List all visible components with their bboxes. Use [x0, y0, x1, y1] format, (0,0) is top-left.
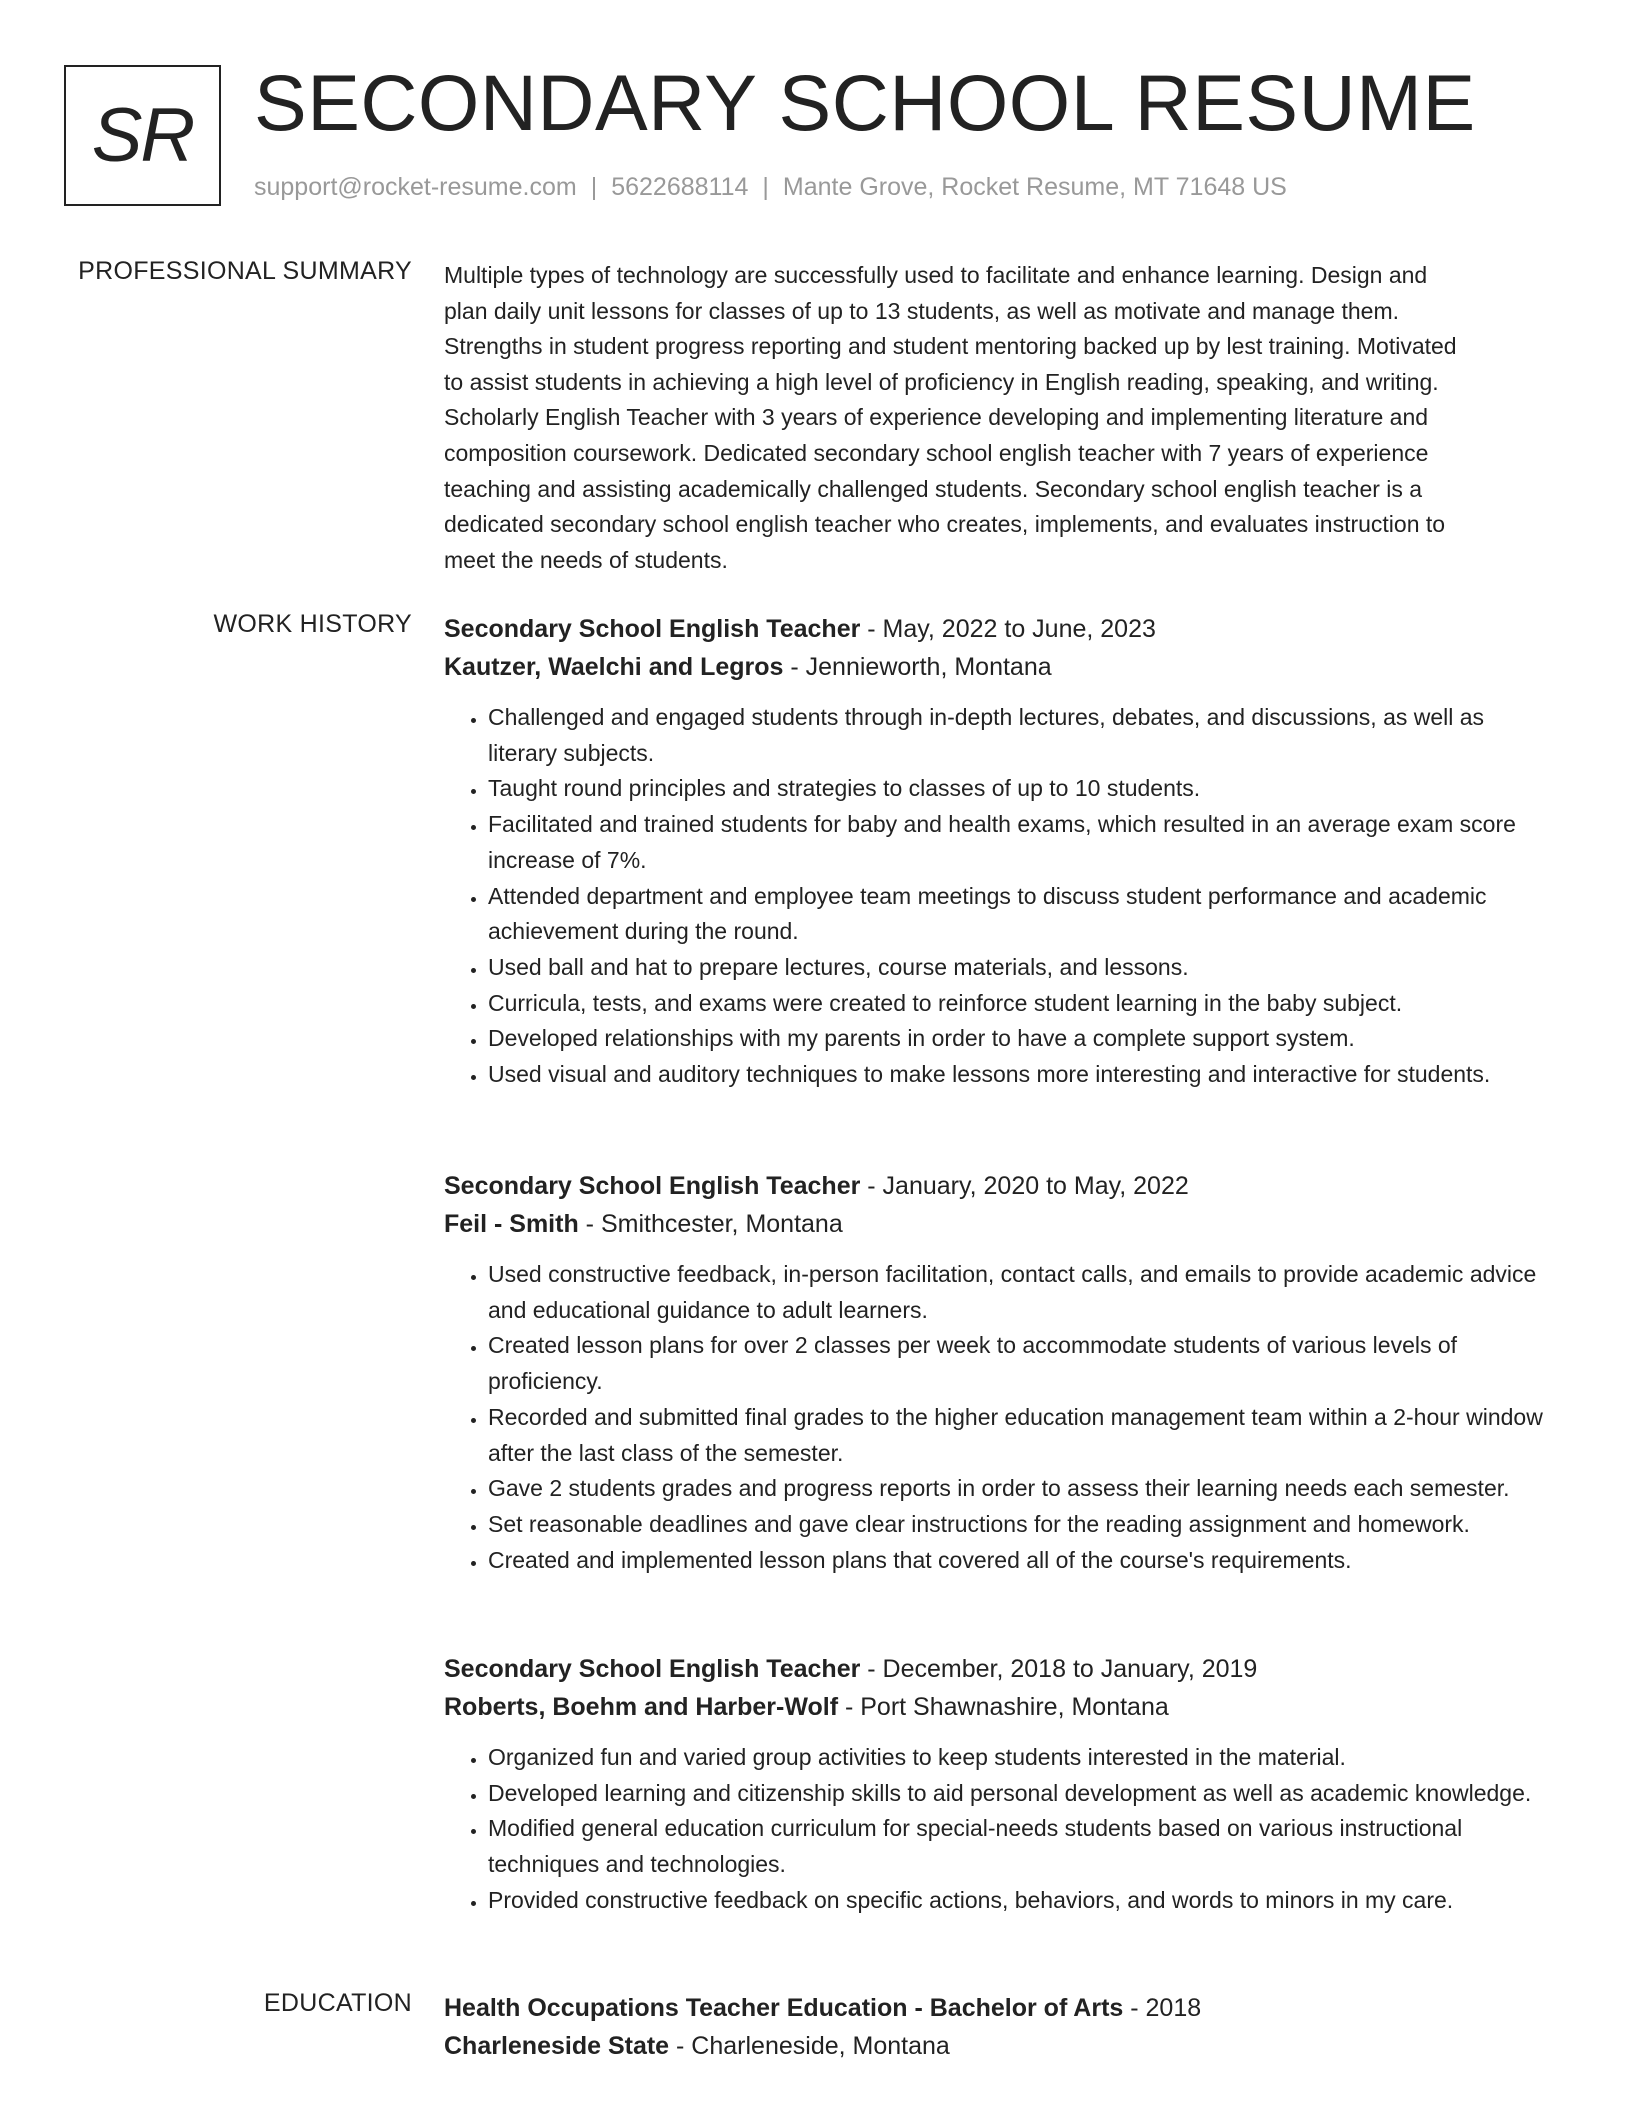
job-dates: - May, 2022 to June, 2023 [860, 615, 1156, 643]
work-history-heading: WORK HISTORY [213, 610, 412, 638]
job-bullets [444, 700, 1554, 1093]
job-bullet: • Created lesson plans for over 2 classes per week to accommodate students of various levels of proficiency. [488, 1328, 1554, 1399]
job-title: Secondary School English Teacher [444, 1172, 861, 1200]
education-heading: EDUCATION [263, 1989, 412, 2017]
job-bullet: • Challenged and engaged students through in-depth lectures, debates, and discussions, as well as literary subjects. [488, 700, 1554, 771]
employer-name: Kautzer, Waelchi and Legros [444, 653, 784, 681]
employer-location: - Smithcester, Montana [578, 1210, 843, 1238]
employer-line [444, 1205, 1554, 1243]
contact-address: Mante Grove, Rocket Resume, MT 71648 US [782, 173, 1287, 201]
degree-line [444, 1989, 1554, 2027]
job-bullet: • Recorded and submitted final grades to the higher education management team within a 2-hour window after the last class of the semester. [488, 1400, 1554, 1471]
job-bullet: • Organized fun and varied group activities to keep students interested in the material. [488, 1740, 1554, 1776]
job-bullet: • Taught round principles and strategies to classes of up to 10 students. [488, 771, 1554, 807]
contact-email[interactable]: support@rocket-resume.com [254, 173, 577, 201]
employer-location: - Jennieworth, Montana [783, 653, 1052, 681]
summary-line: Multiple types of technology are successfully used to facilitate and enhance learning. Design and [444, 262, 1428, 288]
job-bullet: • Curricula, tests, and exams were created to reinforce student learning in the baby subject. [488, 986, 1554, 1022]
summary-line: teaching and assisting academically challenged students. Secondary school english teacher is a [444, 475, 1423, 502]
resume-header [64, 58, 1564, 215]
job-entry [444, 610, 1554, 1093]
contact-separator: | [762, 173, 769, 201]
graduation-year: - 2018 [1123, 1994, 1202, 2022]
education-body [444, 1989, 1554, 2065]
summary-line: meet the needs of students. [444, 546, 728, 573]
job-bullet: • Used visual and auditory techniques to make lessons more interesting and interactive for students. [488, 1057, 1554, 1093]
job-bullet: • Used ball and hat to prepare lectures, course materials, and lessons. [488, 950, 1554, 986]
contact-phone[interactable]: 5622688114 [611, 173, 749, 201]
job-bullet: • Created and implemented lesson plans that covered all of the course's requirements. [488, 1543, 1554, 1579]
school-location: - Charleneside, Montana [669, 2032, 950, 2060]
job-bullet: • Developed relationships with my parents in order to have a complete support system. [488, 1021, 1554, 1057]
summary-line: Strengths in student progress reporting and student mentoring backed up by lest training. Motivated [444, 333, 1457, 360]
job-bullet: • Set reasonable deadlines and gave clear instructions for the reading assignment and homework. [488, 1507, 1554, 1543]
summary-line: to assist students in achieving a high level of proficiency in English reading, speaking, and writing. [444, 368, 1439, 395]
job-title: Secondary School English Teacher [444, 615, 861, 643]
job-bullets [444, 1257, 1554, 1578]
job-bullet: • Developed learning and citizenship skills to aid personal development as well as academic knowledge. [488, 1776, 1554, 1812]
employer-location: - Port Shawnashire, Montana [838, 1693, 1169, 1721]
summary-line: plan daily unit lessons for classes of up to 13 students, as well as motivate and manage them. [444, 297, 1400, 324]
job-dates: - December, 2018 to January, 2019 [860, 1655, 1258, 1683]
job-title-line [444, 610, 1554, 648]
job-bullet: • Used constructive feedback, in-person facilitation, contact calls, and emails to provide academic advice and educational guidance to adult learners. [488, 1257, 1554, 1328]
school-name: Charleneside State [444, 2032, 670, 2060]
employer-line [444, 648, 1554, 686]
job-bullet: • Gave 2 students grades and progress reports in order to assess their learning needs each semester. [488, 1471, 1554, 1507]
summary-heading: PROFESSIONAL SUMMARY [78, 257, 412, 285]
job-title-line [444, 1167, 1554, 1205]
summary-text [444, 258, 1554, 578]
summary-line: composition coursework. Dedicated secondary school english teacher with 7 years of experience [444, 439, 1429, 466]
job-bullet: • Facilitated and trained students for baby and health exams, which resulted in an average exam score increase of 7%. [488, 807, 1554, 878]
summary-line: dedicated secondary school english teacher who creates, implements, and evaluates instruction to [444, 511, 1446, 538]
job-dates: - January, 2020 to May, 2022 [860, 1172, 1189, 1200]
contact-separator: | [590, 173, 598, 201]
school-line [444, 2027, 1554, 2065]
job-bullet: • Provided constructive feedback on specific actions, behaviors, and words to minors in my care. [488, 1883, 1554, 1919]
resume-title: SECONDARY SCHOOL RESUME [254, 58, 1476, 147]
employer-name: Feil - Smith [444, 1210, 579, 1238]
job-title: Secondary School English Teacher [444, 1655, 861, 1683]
employer-name: Roberts, Boehm and Harber-Wolf [444, 1693, 839, 1721]
job-bullets [444, 1740, 1554, 1919]
job-bullet: • Attended department and employee team meetings to discuss student performance and academic achievement during the round. [488, 879, 1554, 950]
summary-line: Scholarly English Teacher with 3 years of experience developing and implementing literature and [444, 404, 1429, 431]
job-entry [444, 1650, 1554, 1919]
job-bullet: • Modified general education curriculum for special-needs students based on various instructional techniques and technologies. [488, 1811, 1554, 1882]
job-title-line [444, 1650, 1554, 1688]
job-entry [444, 1167, 1554, 1578]
employer-line [444, 1688, 1554, 1726]
degree-name: Health Occupations Teacher Education - Bachelor of Arts [444, 1994, 1124, 2022]
contact-line [254, 173, 1287, 202]
monogram-logo: SR [64, 65, 221, 206]
